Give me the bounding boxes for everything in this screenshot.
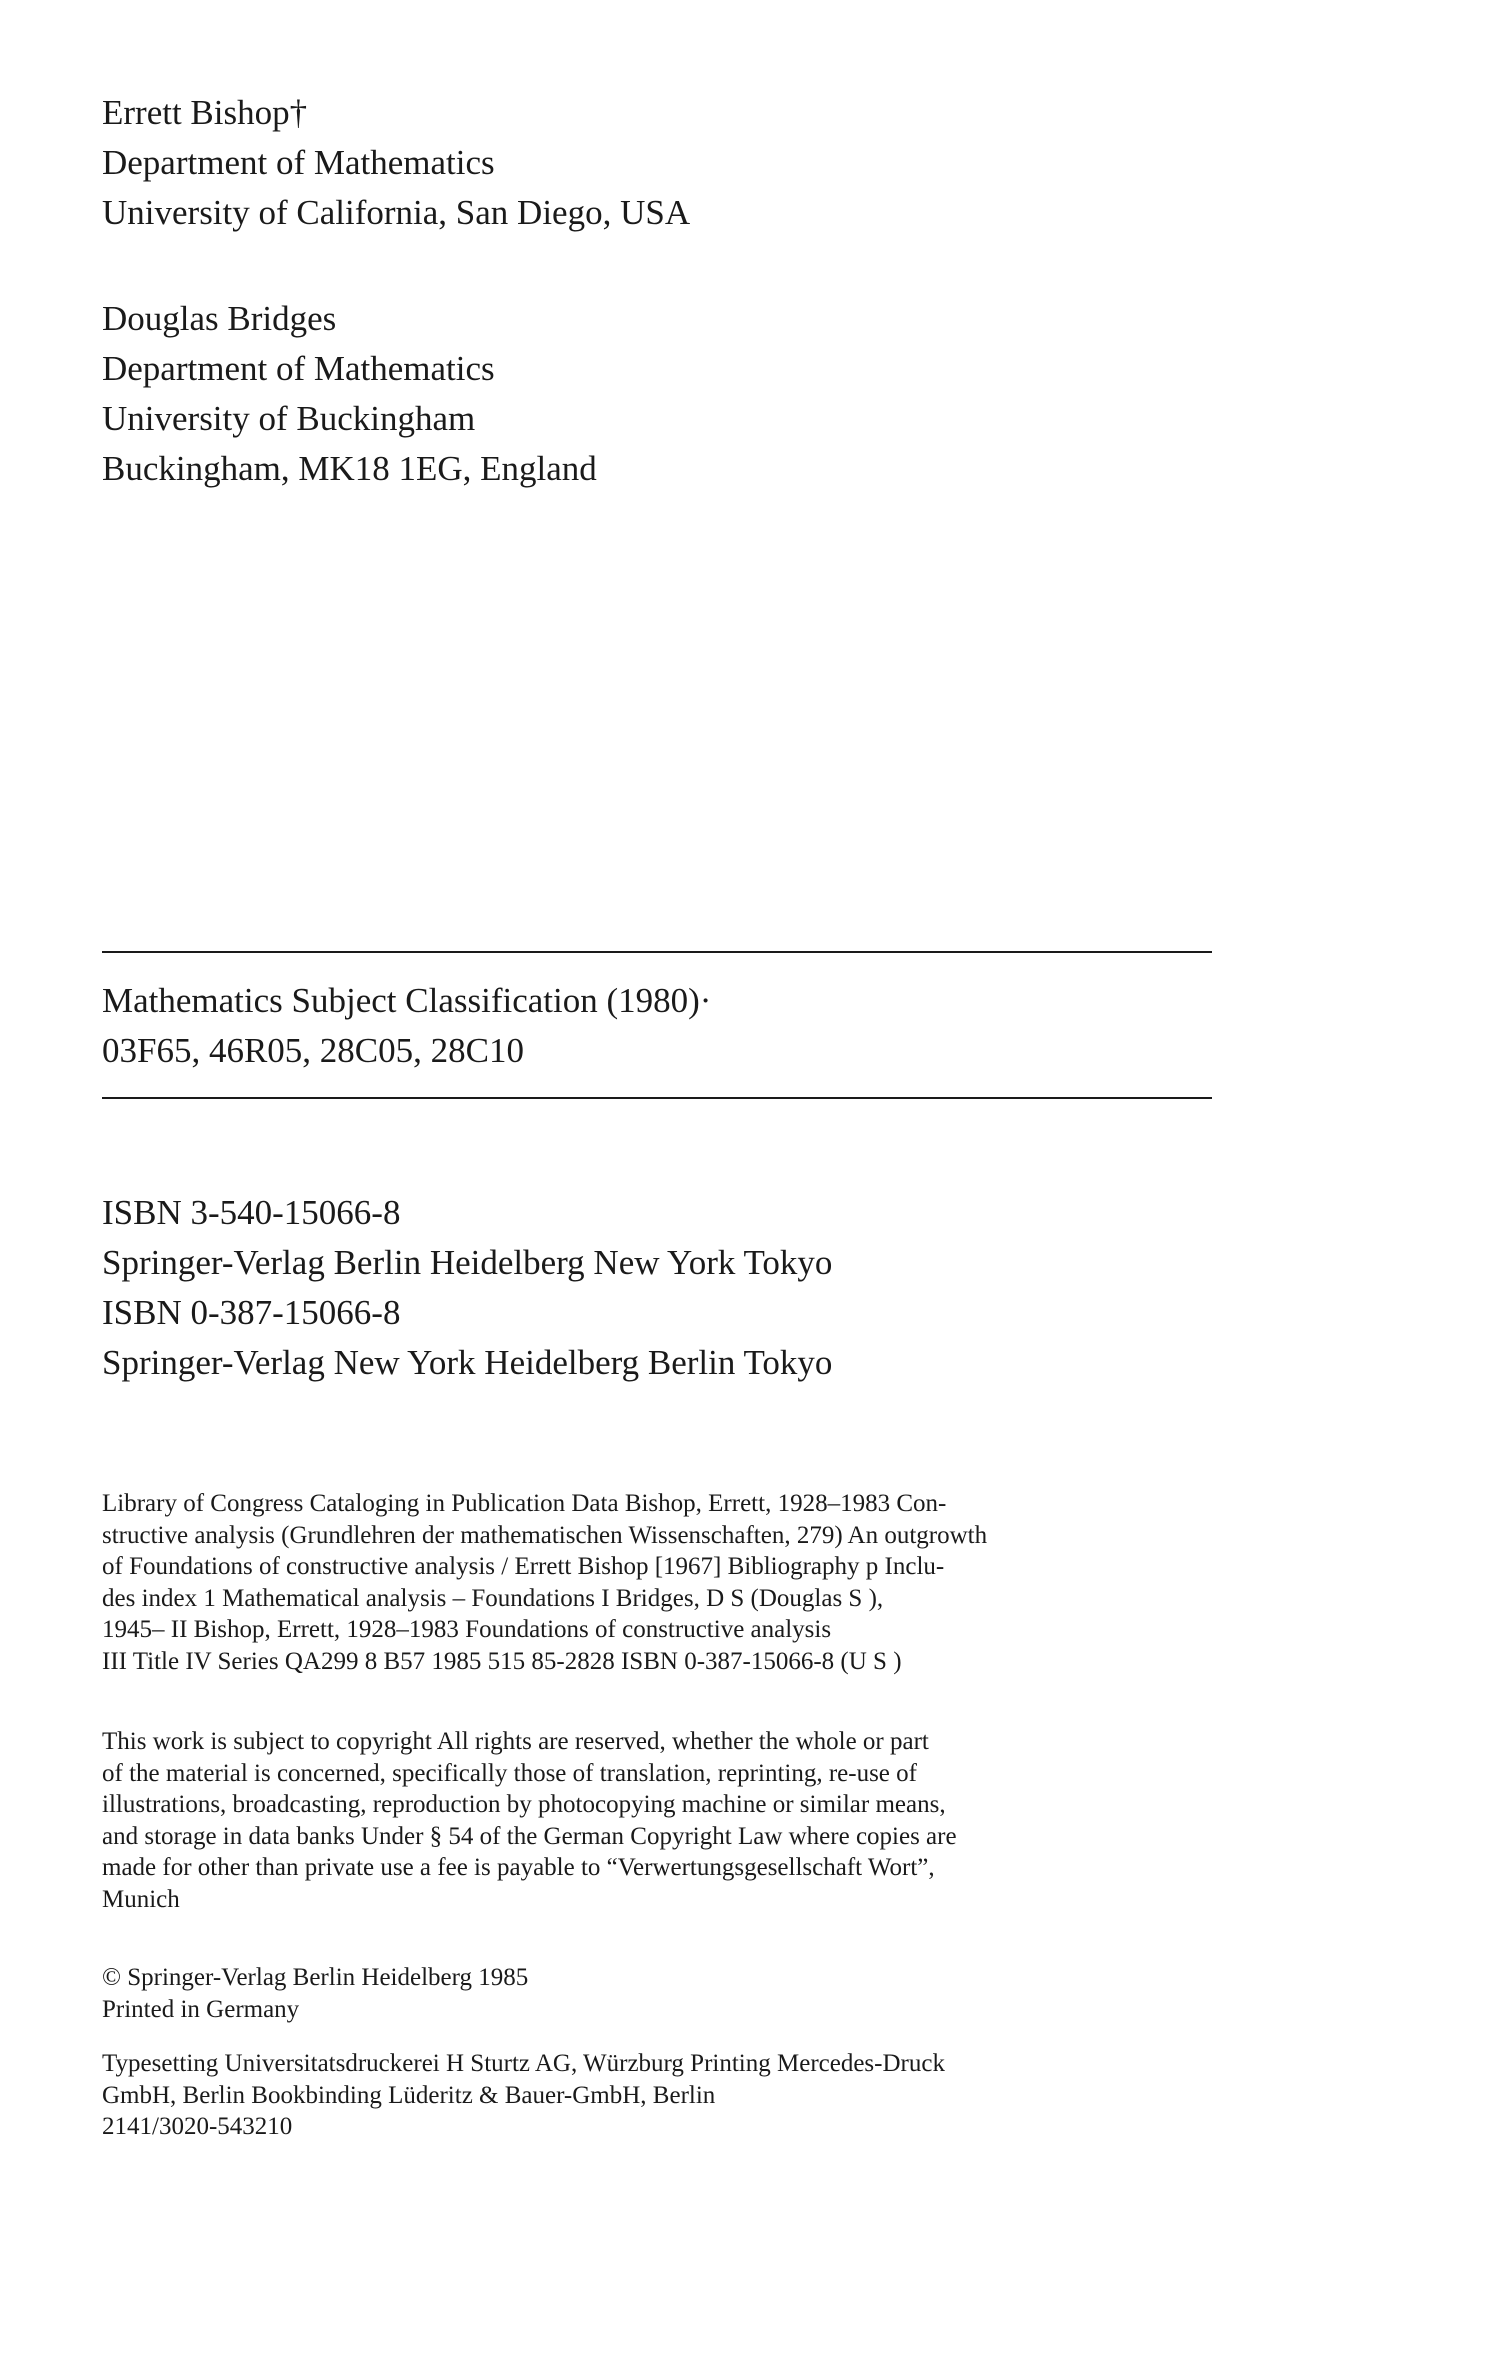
production-block (102, 2048, 945, 2143)
author-2-name: Douglas Bridges (102, 299, 337, 338)
cip-line: of Foundations of constructive analysis / Errett Bishop [1967] Bibliography p Inclu- (102, 1553, 945, 1580)
rights-line: and storage in data banks Under § 54 of the German Copyright Law where copies are (102, 1822, 957, 1850)
rights-line: made for other than private use a fee is payable to “Verwertungsgesellschaft Wort”, (102, 1854, 935, 1881)
isbn-publisher: Springer-Verlag New York Heidelberg Berlin Tokyo (102, 1343, 833, 1382)
rights-line: This work is subject to copyright All rights are reserved, whether the whole or part (102, 1728, 929, 1755)
cip-line: structive analysis (Grundlehren der mathematischen Wissenschaften, 279) An outgrowth (102, 1521, 988, 1549)
cip-line: des index 1 Mathematical analysis – Foundations I Bridges, D S (Douglas S ), (102, 1584, 884, 1612)
author-2-address-line: University of Buckingham (102, 399, 476, 438)
printed-in: Printed in Germany (102, 1995, 300, 2023)
author-1-name: Errett Bishop† (102, 93, 308, 132)
isbn-publisher: Springer-Verlag Berlin Heidelberg New York Tokyo (102, 1243, 833, 1282)
isbn-number: ISBN 0-387-15066-8 (102, 1293, 401, 1332)
rights-line: illustrations, broadcasting, reproduction by photocopying machine or similar means, (102, 1791, 946, 1818)
copyright-block (102, 1962, 528, 2025)
cip-line: Library of Congress Cataloging in Publication Data Bishop, Errett, 1928–1983 Con- (102, 1490, 947, 1517)
author-2-block (102, 294, 597, 494)
production-line: 2141/3020-543210 (102, 2113, 293, 2140)
classification-block (102, 976, 711, 1076)
production-line: GmbH, Berlin Bookbinding Lüderitz & Bauer-GmbH, Berlin (102, 2081, 716, 2109)
author-1-address-line: University of California, San Diego, USA (102, 193, 691, 232)
isbn-number: ISBN 3-540-15066-8 (102, 1193, 401, 1232)
author-1-block (102, 88, 690, 238)
cip-data-block (102, 1488, 987, 1677)
rights-line: Munich (102, 1885, 180, 1913)
author-1-department: Department of Mathematics (102, 143, 495, 182)
isbn-block (102, 1188, 832, 1388)
cip-line: 1945– II Bishop, Errett, 1928–1983 Foundations of constructive analysis (102, 1616, 832, 1643)
rights-line: of the material is concerned, specifically those of translation, reprinting, re-use of (102, 1759, 917, 1787)
cip-line: III Title IV Series QA299 8 B57 1985 515 85-2828 ISBN 0-387-15066-8 (U S ) (102, 1647, 902, 1675)
classification-rule-bottom (102, 1097, 1212, 1099)
production-line: Typesetting Universitatsdruckerei H Sturtz AG, Würzburg Printing Mercedes-Druck (102, 2050, 945, 2077)
classification-codes: 03F65, 46R05, 28C05, 28C10 (102, 1031, 524, 1070)
copyright-notice: © Springer-Verlag Berlin Heidelberg 1985 (102, 1964, 529, 1991)
classification-rule-top (102, 951, 1212, 953)
rights-notice-block (102, 1726, 957, 1915)
author-2-address-line: Buckingham, MK18 1EG, England (102, 449, 597, 488)
author-2-department: Department of Mathematics (102, 349, 495, 388)
classification-label: Mathematics Subject Classification (1980)· (102, 981, 712, 1020)
